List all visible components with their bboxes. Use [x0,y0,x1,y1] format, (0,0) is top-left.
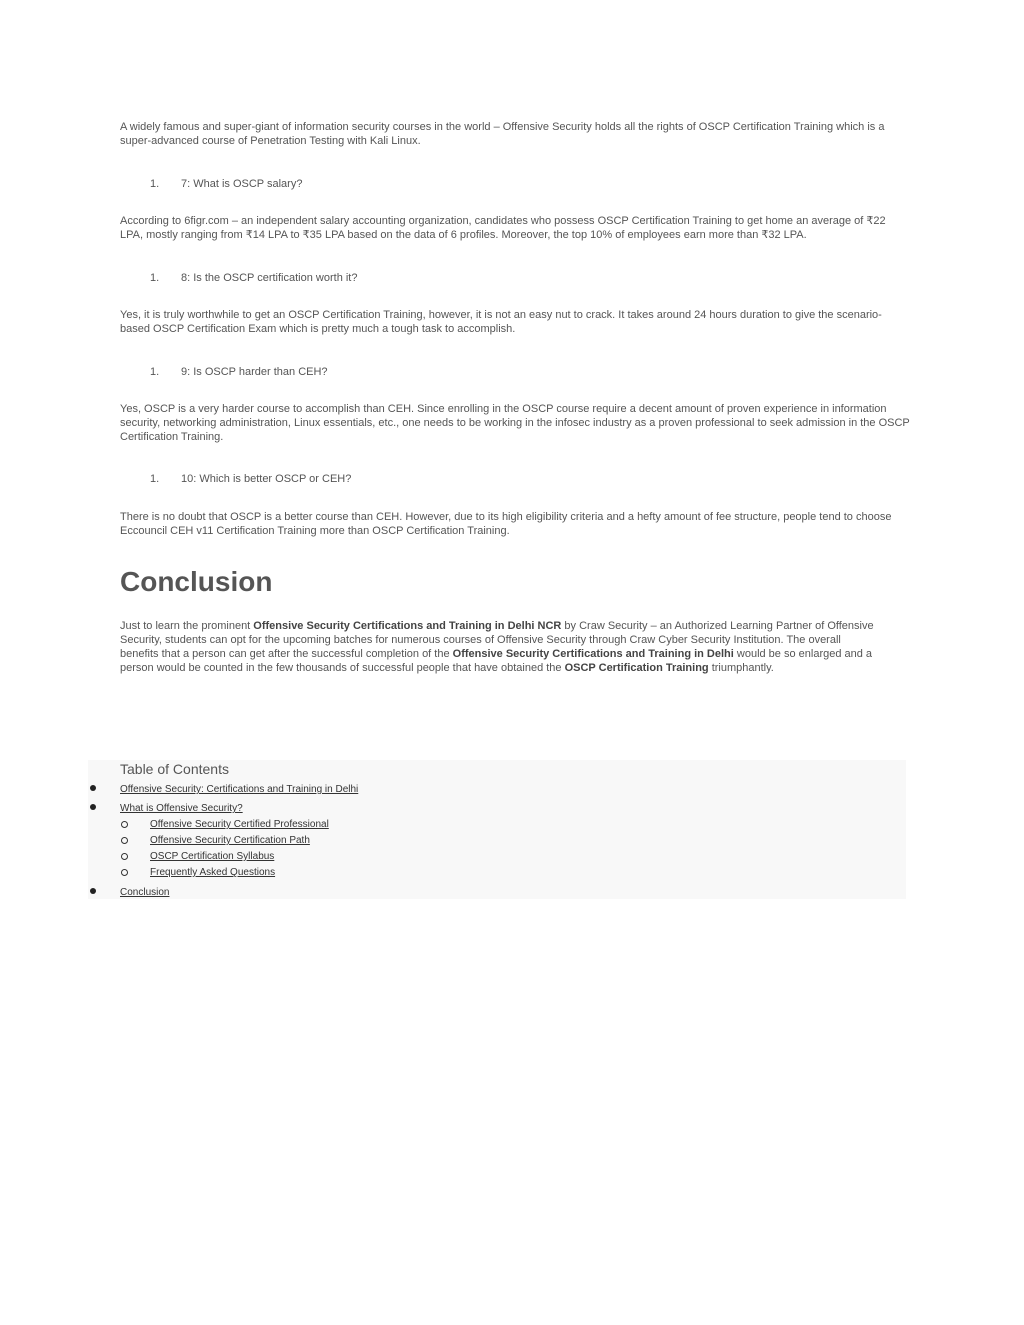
faq-answer: Yes, it is truly worthwhile to get an OSCP Certification Training, however, it is not an easy nut to crack. It takes around 24 hours duration to give the scenario-based OSCP Certification Exam which is pretty much a tough task to accomplish. [120,309,882,335]
faq-question-text: 7: What is OSCP salary? [181,178,303,190]
toc-link[interactable]: Conclusion [120,887,170,898]
intro-paragraph: A widely famous and super-giant of information security courses in the world – Offensive Security holds all the rights of OSCP Certification Training which is a super-advanced course of Penetration Testing with Kali Linux. [120,121,885,147]
toc-title: Table of Contents [120,761,229,777]
conclusion-heading: Conclusion [120,566,273,597]
bullet-icon [90,804,96,810]
faq-number: 1. [150,473,160,485]
toc-subitem[interactable] [150,866,275,879]
faq-number: 1. [150,366,160,378]
conclusion-text: by Craw Security – an Authorized Learning Partner of Offensive Security, students can opt for the upcoming batches for numerous courses of Offensive Security through Craw Cyber Security Institution. The overall benefits that a person can get after the successful completion of the [120,620,874,660]
bullet-icon [90,888,96,894]
toc-link[interactable]: OSCP Certification Syllabus [150,851,275,862]
faq-answer: There is no doubt that OSCP is a better course than CEH. However, due to its high eligibility criteria and a hefty amount of fee structure, people tend to choose Eccouncil CEH v11 Certification Training more than OSCP Certification Training. [120,511,892,537]
circle-bullet-icon [121,821,128,828]
toc-link[interactable]: What is Offensive Security? [120,803,243,814]
circle-bullet-icon [121,837,128,844]
circle-bullet-icon [121,869,128,876]
faq-answer: According to 6figr.com – an independent salary accounting organization, candidates who possess OSCP Certification Training to get home an average of ₹22 LPA, mostly ranging from ₹14 LPA to ₹35 LPA based on the data of 6 profiles. Moreover, the top 10% of employees earn more than ₹32 LPA. [120,215,886,241]
toc-link[interactable]: Offensive Security: Certifications and Training in Delhi [120,784,359,795]
bullet-icon [90,785,96,791]
toc-subitem[interactable] [150,850,274,863]
conclusion-text: Just to learn the prominent [120,620,254,632]
faq-question [150,177,302,191]
faq-question-text: 9: Is OSCP harder than CEH? [181,366,328,378]
conclusion-text: triumphantly. [708,662,774,674]
faq-question [150,271,357,285]
faq-question [150,365,328,379]
toc-item[interactable] [120,886,169,899]
circle-bullet-icon [121,853,128,860]
toc-item[interactable] [120,802,243,815]
faq-question-text: 8: Is the OSCP certification worth it? [181,272,358,284]
faq-number: 1. [150,272,160,284]
toc-link[interactable]: Frequently Asked Questions [150,867,276,878]
faq-question [150,472,351,486]
faq-number: 1. [150,178,160,190]
faq-question-text: 10: Which is better OSCP or CEH? [181,473,352,485]
toc-subitem[interactable] [150,834,310,847]
conclusion-bold-text: Offensive Security Certifications and Training in Delhi NCR [253,620,562,632]
faq-answer: Yes, OSCP is a very harder course to accomplish than CEH. Since enrolling in the OSCP course require a decent amount of proven experience in information security, networking administration, Linux essentials, etc., one needs to be working in the infosec industry as a proven professional to seek admission in the OSCP Certification Training. [120,403,910,443]
toc-subitem[interactable] [150,818,329,831]
conclusion-bold-text: Offensive Security Certifications and Training in Delhi [452,648,734,660]
conclusion-text: would be so enlarged and a person would be counted in the few thousands of successful people that have obtained the [120,648,873,674]
conclusion-bold-text: OSCP Certification Training [564,662,709,674]
conclusion-paragraph [120,619,880,675]
toc-link[interactable]: Offensive Security Certification Path [150,835,310,846]
toc-link[interactable]: Offensive Security Certified Professional [150,819,329,830]
toc-item[interactable] [120,783,358,796]
